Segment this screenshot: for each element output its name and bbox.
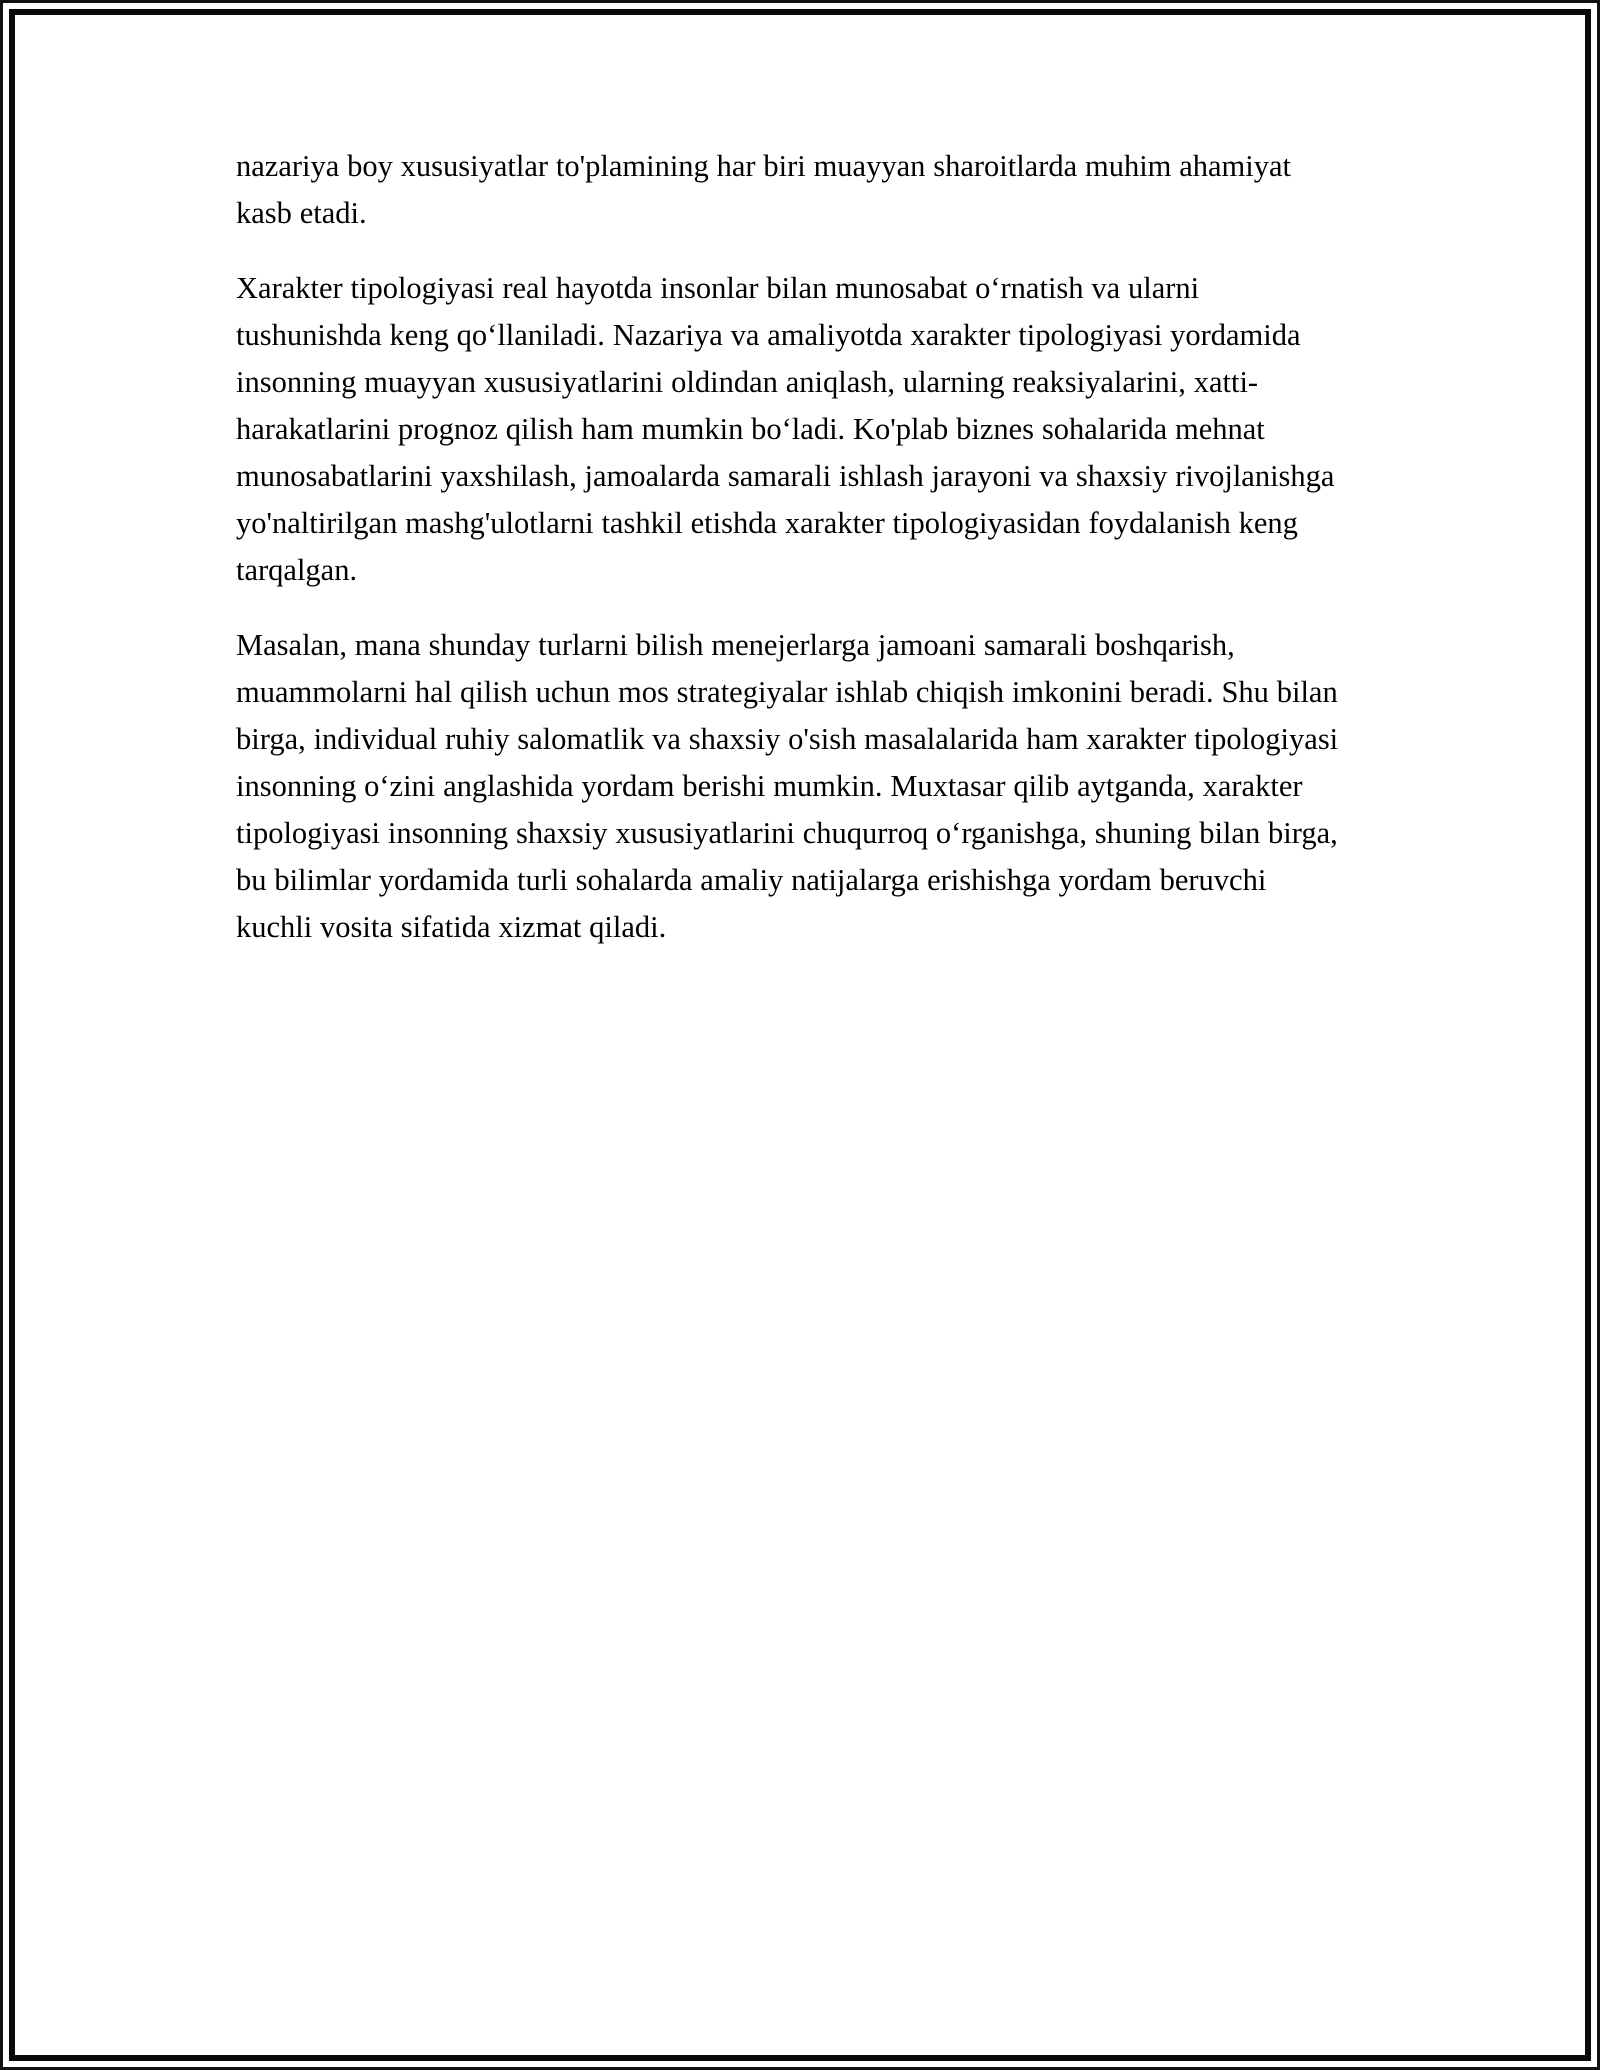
- document-paragraph: Masalan, mana shunday turlarni bilish menejerlarga jamoani samarali boshqarish, muammolarni hal qilish uchun mos strategiyalar ishlab chiqish imkonini beradi. Shu bilan birga, individual ruhiy salomatlik va shaxsiy o'sish masalalarida ham xarakter tipologiyasi insonning o‘zini anglashida yordam berishi mumkin. Muxtasar qilib aytganda, xarakter tipologiyasi insonning shaxsiy xususiyatlarini chuqurroq o‘rganishga, shuning bilan birga, bu bilimlar yordamida turli sohalarda amaliy natijalarga erishishga yordam beruvchi kuchli vosita sifatida xizmat qiladi.: [236, 628, 1339, 944]
- document-paragraph: Xarakter tipologiyasi real hayotda insonlar bilan munosabat o‘rnatish va ularni tushunishda keng qo‘llaniladi. Nazariya va amaliyotda xarakter tipologiyasi yordamida insonning muayyan xususiyatlarini oldindan aniqlash, ularning reaksiyalarini, xatti-harakatlarini prognoz qilish ham mumkin bo‘ladi. Ko'plab biznes sohalarida mehnat munosabatlarini yaxshilash, jamoalarda samarali ishlash jarayoni va shaxsiy rivojlanishga yo'naltirilgan mashg'ulotlarni tashkil etishda xarakter tipologiyasidan foydalanish keng tarqalgan.: [236, 271, 1335, 587]
- page-border-inner: [9, 9, 1591, 2061]
- document-paragraph: nazariya boy xususiyatlar to'plamining har biri muayyan sharoitlarda muhim ahamiyat kasb etadi.: [236, 149, 1292, 230]
- document-text-column: [236, 143, 1340, 951]
- document-page: [15, 15, 1585, 2055]
